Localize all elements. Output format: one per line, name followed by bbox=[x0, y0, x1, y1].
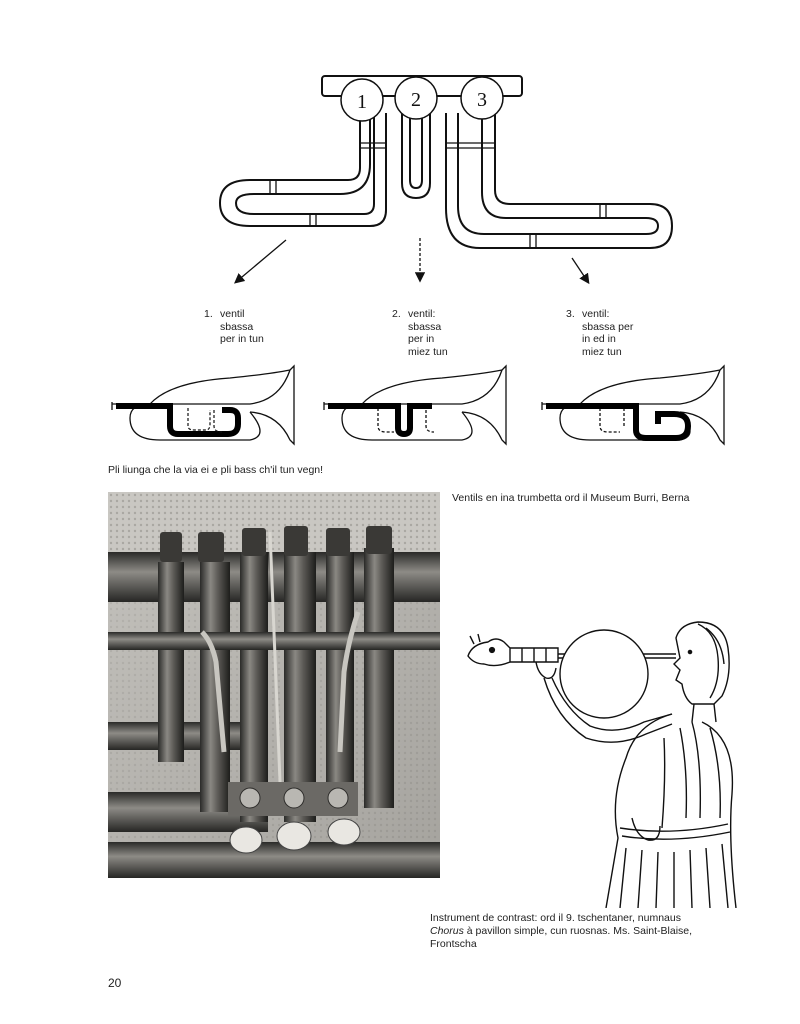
page-number: 20 bbox=[108, 976, 122, 990]
diagram-caption: Pli liunga che la via ei e pli bass ch'il tun vegn! bbox=[108, 464, 324, 476]
illustration-caption-line-3: Frontscha bbox=[430, 938, 477, 950]
trumpet-drawing-1 bbox=[110, 360, 305, 450]
trumpet-drawing-3 bbox=[540, 360, 735, 450]
valve-number-3: 3 bbox=[477, 89, 487, 111]
medieval-player-illustration bbox=[466, 618, 740, 908]
valve-label-2: 2. ventil: sbassa per in miez tun bbox=[392, 308, 448, 358]
valve-number-2: 2 bbox=[411, 89, 421, 111]
valve-photo bbox=[108, 492, 440, 878]
valve-label-3: 3. ventil: sbassa per in ed in miez tun bbox=[566, 308, 634, 358]
illustration-caption bbox=[430, 912, 760, 951]
valve-number-1: 1 bbox=[357, 91, 367, 113]
illustration-caption-line-1: Instrument de contrast: ord il 9. tschentaner, numnaus bbox=[430, 912, 681, 924]
arrows bbox=[220, 230, 620, 290]
photo-caption: Ventils en ina trumbetta ord il Museum Burri, Berna bbox=[452, 492, 690, 504]
trumpet-drawing-2 bbox=[322, 360, 517, 450]
illustration-caption-line-2: Chorus à pavillon simple, cun ruosnas. Ms. Saint-Blaise, bbox=[430, 925, 693, 937]
valve-label-1: 1. ventil sbassa per in tun bbox=[204, 308, 264, 345]
